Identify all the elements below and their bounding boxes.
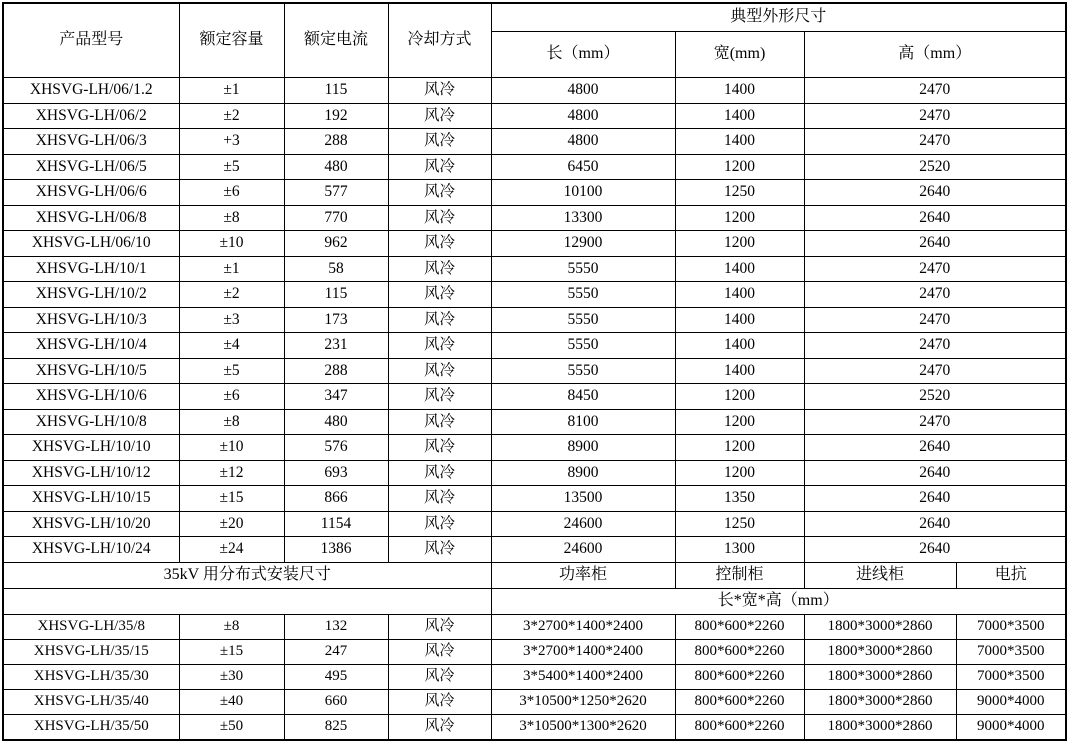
cell-cooling: 风冷: [388, 307, 491, 333]
cell-reactor: 9000*4000: [956, 689, 1066, 714]
cell-width: 1200: [675, 460, 804, 486]
cell-current: 495: [284, 664, 388, 689]
cell-capacity: ±4: [179, 333, 284, 359]
header-cooling-method: 冷却方式: [388, 3, 491, 78]
cell-width: 1200: [675, 154, 804, 180]
cell-cooling: 风冷: [388, 714, 491, 740]
cell-cooling: 风冷: [388, 460, 491, 486]
cell-capacity: ±6: [179, 384, 284, 410]
cell-incoming-cabinet: 1800*3000*2860: [804, 614, 956, 639]
cell-reactor: 7000*3500: [956, 614, 1066, 639]
cell-height: 2640: [804, 180, 1066, 206]
cell-cooling: 风冷: [388, 614, 491, 639]
cell-width: 1200: [675, 435, 804, 461]
cell-reactor: 7000*3500: [956, 639, 1066, 664]
cell-capacity: ±8: [179, 205, 284, 231]
header-incoming-cabinet: 进线柜: [804, 562, 956, 588]
cell-current: 192: [284, 103, 388, 129]
table-row: [3, 358, 1066, 384]
table-row: [3, 460, 1066, 486]
cell-cooling: 风冷: [388, 180, 491, 206]
cell-current: 576: [284, 435, 388, 461]
cell-cooling: 风冷: [388, 435, 491, 461]
cell-capacity: ±8: [179, 614, 284, 639]
cell-model: XHSVG-LH/06/5: [3, 154, 179, 180]
cell-width: 1400: [675, 307, 804, 333]
cell-height: 2640: [804, 460, 1066, 486]
table-row: [3, 714, 1066, 740]
cell-cooling: 风冷: [388, 639, 491, 664]
cell-length: 8450: [491, 384, 675, 410]
cell-cooling: 风冷: [388, 486, 491, 512]
cell-cooling: 风冷: [388, 282, 491, 308]
cell-height: 2640: [804, 435, 1066, 461]
table-row: [3, 689, 1066, 714]
table-row: [3, 256, 1066, 282]
cell-control-cabinet: 800*600*2260: [675, 639, 804, 664]
cell-length: 24600: [491, 511, 675, 537]
cell-cooling: 风冷: [388, 129, 491, 155]
cell-model: XHSVG-LH/10/2: [3, 282, 179, 308]
cell-length: 4800: [491, 129, 675, 155]
cell-capacity: ±1: [179, 78, 284, 104]
cell-current: 115: [284, 282, 388, 308]
cell-control-cabinet: 800*600*2260: [675, 614, 804, 639]
cell-length: 8100: [491, 409, 675, 435]
cell-width: 1350: [675, 486, 804, 512]
cell-length: 5550: [491, 333, 675, 359]
cell-height: 2470: [804, 307, 1066, 333]
cell-current: 247: [284, 639, 388, 664]
cell-model: XHSVG-LH/35/30: [3, 664, 179, 689]
cell-current: 1154: [284, 511, 388, 537]
table-row: [3, 664, 1066, 689]
table-row: [3, 231, 1066, 257]
cell-cooling: 风冷: [388, 537, 491, 563]
cell-model: XHSVG-LH/10/4: [3, 333, 179, 359]
table-row: [3, 384, 1066, 410]
cell-width: 1400: [675, 358, 804, 384]
cell-current: 770: [284, 205, 388, 231]
cell-reactor: 9000*4000: [956, 714, 1066, 740]
cell-power-cabinet: 3*2700*1400*2400: [491, 614, 675, 639]
cell-height: 2470: [804, 409, 1066, 435]
cell-current: 115: [284, 78, 388, 104]
cell-power-cabinet: 3*10500*1300*2620: [491, 714, 675, 740]
cell-length: 5550: [491, 358, 675, 384]
cell-capacity: ±3: [179, 307, 284, 333]
cell-model: XHSVG-LH/10/24: [3, 537, 179, 563]
cell-width: 1200: [675, 409, 804, 435]
cell-model: XHSVG-LH/10/10: [3, 435, 179, 461]
cell-width: 1200: [675, 231, 804, 257]
cell-control-cabinet: 800*600*2260: [675, 664, 804, 689]
cell-current: 480: [284, 409, 388, 435]
cell-incoming-cabinet: 1800*3000*2860: [804, 664, 956, 689]
cell-current: 693: [284, 460, 388, 486]
table-row: [3, 154, 1066, 180]
cell-length: 4800: [491, 78, 675, 104]
cell-current: 480: [284, 154, 388, 180]
cell-width: 1400: [675, 333, 804, 359]
cell-model: XHSVG-LH/06/8: [3, 205, 179, 231]
header-typical-dimensions: 典型外形尺寸: [491, 3, 1066, 32]
cell-reactor: 7000*3500: [956, 664, 1066, 689]
cell-length: 5550: [491, 256, 675, 282]
cell-model: XHSVG-LH/35/8: [3, 614, 179, 639]
cell-length: 10100: [491, 180, 675, 206]
cell-current: 132: [284, 614, 388, 639]
cell-model: XHSVG-LH/35/15: [3, 639, 179, 664]
cell-height: 2470: [804, 78, 1066, 104]
cell-length: 4800: [491, 103, 675, 129]
cell-height: 2520: [804, 154, 1066, 180]
cell-length: 24600: [491, 537, 675, 563]
cell-length: 12900: [491, 231, 675, 257]
cell-model: XHSVG-LH/06/6: [3, 180, 179, 206]
cell-current: 288: [284, 358, 388, 384]
cell-width: 1250: [675, 511, 804, 537]
table-row: [3, 103, 1066, 129]
cell-model: XHSVG-LH/10/1: [3, 256, 179, 282]
cell-incoming-cabinet: 1800*3000*2860: [804, 689, 956, 714]
table-row: [3, 409, 1066, 435]
cell-cooling: 风冷: [388, 231, 491, 257]
section-35kv-title: 35kV 用分布式安装尺寸: [3, 562, 491, 588]
cell-capacity: ±5: [179, 358, 284, 384]
cell-power-cabinet: 3*10500*1250*2620: [491, 689, 675, 714]
cell-model: XHSVG-LH/10/5: [3, 358, 179, 384]
table-row: [3, 333, 1066, 359]
cell-current: 825: [284, 714, 388, 740]
cell-model: XHSVG-LH/35/40: [3, 689, 179, 714]
empty-cell: [3, 588, 491, 614]
cell-height: 2470: [804, 282, 1066, 308]
cell-capacity: ±2: [179, 103, 284, 129]
cell-length: 5550: [491, 282, 675, 308]
cell-model: XHSVG-LH/35/50: [3, 714, 179, 740]
header-width: 宽(mm): [675, 32, 804, 78]
cell-power-cabinet: 3*5400*1400*2400: [491, 664, 675, 689]
cell-width: 1400: [675, 103, 804, 129]
table-row: [3, 129, 1066, 155]
table-row: [3, 307, 1066, 333]
cell-capacity: ±8: [179, 409, 284, 435]
cell-length: 6450: [491, 154, 675, 180]
cell-cooling: 风冷: [388, 409, 491, 435]
cell-capacity: ±24: [179, 537, 284, 563]
cell-height: 2640: [804, 511, 1066, 537]
header-rated-capacity: 额定容量: [179, 3, 284, 78]
cell-current: 231: [284, 333, 388, 359]
table-row: [3, 537, 1066, 563]
cell-capacity: ±10: [179, 231, 284, 257]
table-row: [3, 282, 1066, 308]
cell-capacity: ±15: [179, 486, 284, 512]
cell-capacity: ±10: [179, 435, 284, 461]
table-row: [3, 511, 1066, 537]
cell-width: 1300: [675, 537, 804, 563]
cell-cooling: 风冷: [388, 384, 491, 410]
cell-capacity: ±50: [179, 714, 284, 740]
cell-current: 173: [284, 307, 388, 333]
cell-width: 1400: [675, 129, 804, 155]
cell-height: 2470: [804, 103, 1066, 129]
header-power-cabinet: 功率柜: [491, 562, 675, 588]
cell-cooling: 风冷: [388, 689, 491, 714]
cell-current: 58: [284, 256, 388, 282]
cell-height: 2640: [804, 205, 1066, 231]
cell-height: 2520: [804, 384, 1066, 410]
table-row: [3, 639, 1066, 664]
cell-cooling: 风冷: [388, 664, 491, 689]
section-35kv-subheader-row: [3, 588, 1066, 614]
cell-height: 2470: [804, 129, 1066, 155]
cell-control-cabinet: 800*600*2260: [675, 714, 804, 740]
header-rated-current: 额定电流: [284, 3, 388, 78]
section-35kv-header-row: [3, 562, 1066, 588]
cell-length: 13300: [491, 205, 675, 231]
cell-model: XHSVG-LH/10/6: [3, 384, 179, 410]
cell-cooling: 风冷: [388, 358, 491, 384]
cell-cooling: 风冷: [388, 511, 491, 537]
header-height: 高（mm）: [804, 32, 1066, 78]
cell-capacity: ±20: [179, 511, 284, 537]
table-row: [3, 435, 1066, 461]
cell-capacity: ±5: [179, 154, 284, 180]
cell-cooling: 风冷: [388, 78, 491, 104]
cell-capacity: ±12: [179, 460, 284, 486]
cell-height: 2640: [804, 231, 1066, 257]
header-control-cabinet: 控制柜: [675, 562, 804, 588]
cell-model: XHSVG-LH/10/15: [3, 486, 179, 512]
cell-width: 1250: [675, 180, 804, 206]
cell-capacity: ±30: [179, 664, 284, 689]
cell-power-cabinet: 3*2700*1400*2400: [491, 639, 675, 664]
cell-length: 13500: [491, 486, 675, 512]
cell-cooling: 风冷: [388, 205, 491, 231]
cell-height: 2470: [804, 358, 1066, 384]
table-row: [3, 78, 1066, 104]
cell-width: 1200: [675, 205, 804, 231]
cell-model: XHSVG-LH/06/1.2: [3, 78, 179, 104]
table-row: [3, 486, 1066, 512]
cell-length: 8900: [491, 435, 675, 461]
cell-capacity: ±40: [179, 689, 284, 714]
cell-height: 2640: [804, 537, 1066, 563]
cell-model: XHSVG-LH/10/20: [3, 511, 179, 537]
cell-model: XHSVG-LH/06/10: [3, 231, 179, 257]
cell-cooling: 风冷: [388, 154, 491, 180]
cell-height: 2640: [804, 486, 1066, 512]
cell-current: 660: [284, 689, 388, 714]
cell-capacity: ±1: [179, 256, 284, 282]
header-row-1: [3, 3, 1066, 32]
cell-model: XHSVG-LH/10/12: [3, 460, 179, 486]
cell-cooling: 风冷: [388, 256, 491, 282]
cell-capacity: +3: [179, 129, 284, 155]
cell-length: 5550: [491, 307, 675, 333]
cell-capacity: ±6: [179, 180, 284, 206]
cell-height: 2470: [804, 256, 1066, 282]
cell-current: 1386: [284, 537, 388, 563]
cell-height: 2470: [804, 333, 1066, 359]
cell-length: 8900: [491, 460, 675, 486]
cell-model: XHSVG-LH/06/3: [3, 129, 179, 155]
cell-model: XHSVG-LH/10/8: [3, 409, 179, 435]
cell-width: 1400: [675, 282, 804, 308]
cell-width: 1400: [675, 78, 804, 104]
cell-cooling: 风冷: [388, 103, 491, 129]
table-row: [3, 205, 1066, 231]
spec-table: [2, 2, 1067, 741]
cell-cooling: 风冷: [388, 333, 491, 359]
cell-capacity: ±2: [179, 282, 284, 308]
cell-capacity: ±15: [179, 639, 284, 664]
cell-current: 577: [284, 180, 388, 206]
header-lwh-label: 长*宽*高（mm）: [491, 588, 1066, 614]
cell-model: XHSVG-LH/06/2: [3, 103, 179, 129]
cell-width: 1400: [675, 256, 804, 282]
cell-current: 866: [284, 486, 388, 512]
cell-current: 962: [284, 231, 388, 257]
table-row: [3, 614, 1066, 639]
cell-control-cabinet: 800*600*2260: [675, 689, 804, 714]
cell-incoming-cabinet: 1800*3000*2860: [804, 639, 956, 664]
table-row: [3, 180, 1066, 206]
cell-width: 1200: [675, 384, 804, 410]
header-reactor: 电抗: [956, 562, 1066, 588]
cell-model: XHSVG-LH/10/3: [3, 307, 179, 333]
cell-current: 347: [284, 384, 388, 410]
cell-current: 288: [284, 129, 388, 155]
cell-incoming-cabinet: 1800*3000*2860: [804, 714, 956, 740]
header-length: 长（mm）: [491, 32, 675, 78]
header-product-model: 产品型号: [3, 3, 179, 78]
